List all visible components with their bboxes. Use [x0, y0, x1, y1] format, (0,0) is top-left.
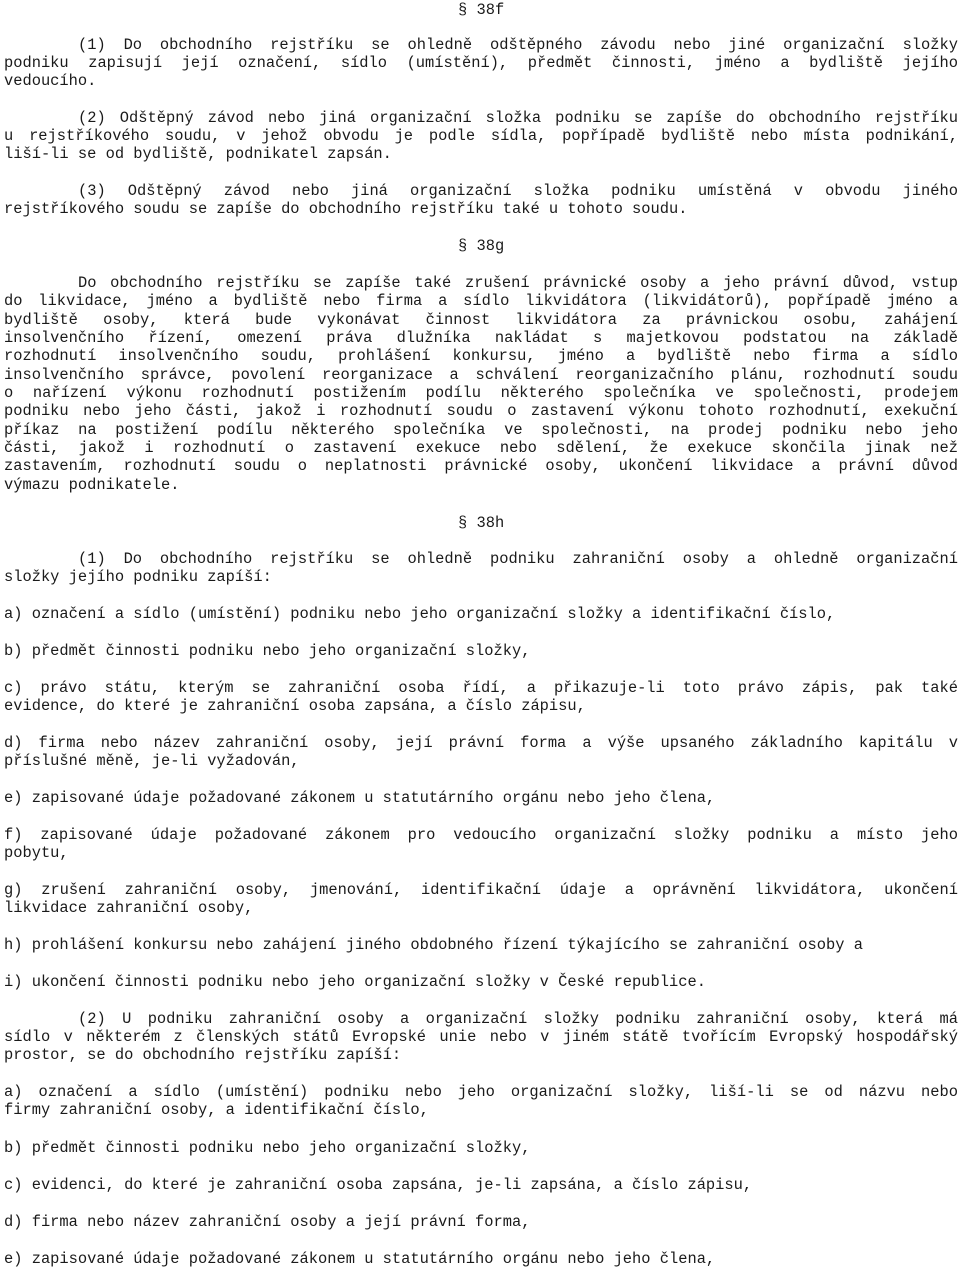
text-line: o nařízení výkonu rozhodnutí postižením podílu některého společníka ve společnosti, prodejem: [4, 384, 958, 402]
text-line: liší-li se od bydliště, podnikatel zapsán.: [4, 145, 392, 163]
text-line: c) právo státu, kterým se zahraniční osoba řídí, a přikazuje-li toto právo zápis, pak také: [4, 679, 958, 697]
text-line: insolvenčního správce, povolení reorganizace a schválení reorganizačního plánu, rozhodnutí soudu: [4, 366, 958, 384]
text-line: příslušné měně, je-li vyžadován,: [4, 752, 300, 770]
text-line: a) označení a sídlo (umístění) podniku nebo jeho organizační složky, liší-li se od názvu nebo: [4, 1083, 958, 1101]
text-line: evidence, do které je zahraniční osoba zapsána, a číslo zápisu,: [4, 697, 586, 715]
list-item-2e: e) zapisované údaje požadované zákonem u statutárního orgánu nebo jeho člena,: [4, 1250, 716, 1268]
list-item-2d: d) firma nebo název zahraniční osoby a její právní forma,: [4, 1213, 531, 1231]
text-line: (2) Odštěpný závod nebo jiná organizační složka podniku se zapíše do obchodního rejstříku: [78, 109, 958, 127]
text-line: pobytu,: [4, 844, 69, 862]
list-item-a: a) označení a sídlo (umístění) podniku nebo jeho organizační složky a identifikační číslo,: [4, 605, 836, 623]
text-line: do likvidace, jméno a bydliště nebo firma a sídlo likvidátora (likvidátorů), popřípadě jméno a: [4, 292, 958, 310]
text-line: rozhodnutí insolvenčního soudu, prohlášení konkursu, jméno a bydliště nebo firma a sídlo: [4, 347, 958, 365]
text-line: (2) U podniku zahraniční osoby a organizační složky podniku zahraniční osoby, která má: [78, 1010, 958, 1028]
text-line: d) firma nebo název zahraniční osoby, její právní forma a výše upsaného základního kapitálu v: [4, 734, 958, 752]
list-item-2b: b) předmět činnosti podniku nebo jeho organizační složky,: [4, 1139, 531, 1157]
text-line: části, jakož i rozhodnutí o zastavení exekuce nebo sdělení, že exekuce skončila jinak než: [4, 439, 958, 457]
section-heading-38h: § 38h: [458, 514, 505, 532]
list-item-h: h) prohlášení konkursu nebo zahájení jiného obdobného řízení týkajícího se zahraniční osoby a: [4, 936, 863, 954]
text-line: příkaz na postižení podílu některého společníka ve společnosti, na prodej podniku nebo jeho: [4, 421, 958, 439]
text-line: bydliště osoby, která bude vykonávat činnost likvidátora za právnickou osobu, zahájení: [4, 311, 958, 329]
text-line: firmy zahraniční osoby, a identifikační číslo,: [4, 1101, 429, 1119]
list-item-i: i) ukončení činnosti podniku nebo jeho organizační složky v České republice.: [4, 973, 706, 991]
text-line: (1) Do obchodního rejstříku se ohledně podniku zahraniční osoby a ohledně organizační: [78, 550, 958, 568]
text-line: prostor, se do obchodního rejstříku zapíší:: [4, 1046, 402, 1064]
text-line: sídlo v některém z členských států Evropské unie nebo v jiném státě tvořícím Evropský hospodářský: [4, 1028, 958, 1046]
text-line: u rejstříkového soudu, v jehož obvodu je podle sídla, popřípadě bydliště nebo místa podnikání,: [4, 127, 958, 145]
list-item-e: e) zapisované údaje požadované zákonem u statutárního orgánu nebo jeho člena,: [4, 789, 716, 807]
text-line: rejstříkového soudu se zapíše do obchodního rejstříku také u tohoto soudu.: [4, 200, 688, 218]
list-item-2c: c) evidenci, do které je zahraniční osoba zapsána, je-li zapsána, a číslo zápisu,: [4, 1176, 753, 1194]
text-line: likvidace zahraniční osoby,: [4, 899, 254, 917]
text-line: podniku nebo jeho části, jakož i rozhodnutí soudu o zastavení výkonu tohoto rozhodnutí, exekuční: [4, 402, 958, 420]
list-item-b: b) předmět činnosti podniku nebo jeho organizační složky,: [4, 642, 531, 660]
text-line: podniku zapisují její označení, sídlo (umístění), předmět činnosti, jméno a bydliště jejího: [4, 54, 958, 72]
text-line: (3) Odštěpný závod nebo jiná organizační složka podniku umístěná v obvodu jiného: [78, 182, 958, 200]
text-line: (1) Do obchodního rejstříku se ohledně odštěpného závodu nebo jiné organizační složky: [78, 36, 958, 54]
text-line: zastavením, rozhodnutí soudu o neplatnosti právnické osoby, ukončení likvidace a právní důvod: [4, 457, 958, 475]
text-line: Do obchodního rejstříku se zapíše také zrušení právnické osoby a jeho právní důvod, vstup: [78, 274, 958, 292]
section-heading-38f: § 38f: [458, 1, 505, 19]
text-line: složky jejího podniku zapíší:: [4, 568, 272, 586]
text-line: g) zrušení zahraniční osoby, jmenování, identifikační údaje a oprávnění likvidátora, ukončení: [4, 881, 958, 899]
text-line: insolvenčního řízení, omezení práva dlužníka nakládat s majetkovou podstatou na základě: [4, 329, 958, 347]
text-line: f) zapisované údaje požadované zákonem pro vedoucího organizační složky podniku a místo jeho: [4, 826, 958, 844]
text-line: vedoucího.: [4, 72, 97, 90]
section-heading-38g: § 38g: [458, 237, 505, 255]
text-line: výmazu podnikatele.: [4, 476, 180, 494]
